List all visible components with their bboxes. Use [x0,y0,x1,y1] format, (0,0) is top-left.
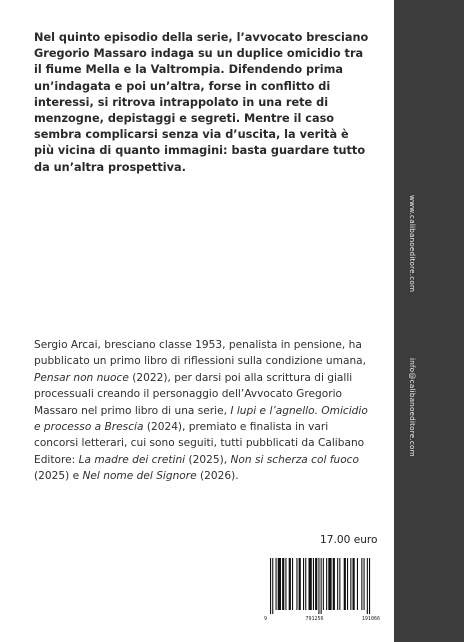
barcode-bar [285,558,286,610]
barcode-bar [339,558,340,610]
barcode-bar [276,558,277,610]
barcode-bar [333,558,335,610]
barcode-bar [289,558,291,610]
barcode-bar [305,558,306,610]
bio-text-5: (2025) e [34,470,83,483]
barcode-group-2: 191066 [361,616,380,622]
isbn-barcode [262,554,390,626]
barcode-bar [313,558,314,610]
barcode-bar [296,558,297,610]
barcode-bar [318,558,319,614]
barcode-bar [357,558,358,610]
barcode-group-1: 791256 [305,616,324,622]
barcode-bar [299,558,301,610]
barcode-bar [361,558,362,610]
bio-text-4: (2025), [185,453,231,466]
barcode-bar [344,558,346,610]
barcode-bar [315,558,317,610]
publisher-email: info@calibanoeditore.com [408,358,417,457]
barcode-bars [262,554,390,616]
barcode-bar [292,558,293,610]
bio-title-4: Non si scherza col fuoco [230,453,359,466]
barcode-bar [272,558,273,614]
bio-text-3: (2024), premiato e finalista in vari concorsi letterari, cui sono seguiti, tutti pubblicati da Calibano Editore: [34,421,365,466]
barcode-bar [323,558,324,610]
barcode-digits [262,616,390,622]
barcode-bar [364,558,365,610]
barcode-bar [328,558,331,610]
barcode-bar [337,558,338,610]
bio-text-2: (2022), per darsi poi alla scrittura di gialli processuali creando il personaggio dell’Avvocato Gregorio Massaro nel primo libro di una serie, [34,371,353,417]
barcode-bar [278,558,281,610]
price-label: 17.00 euro [320,534,378,546]
barcode-bar [282,558,284,610]
publisher-website: www.calibanoeditore.com [408,195,417,293]
barcode-bar [347,558,348,610]
barcode-bar [350,558,351,610]
barcode-bar [326,558,327,610]
bio-title-1: Pensar non nuoce [34,371,129,384]
barcode-bar [367,558,368,614]
barcode-bar [309,558,312,610]
barcode-bar [303,558,304,610]
bio-title-3: La madre dei cretini [78,453,186,466]
barcode-first-digit: 9 [264,616,268,622]
bio-text-1: Sergio Arcai, bresciano classe 1953, penalista in pensione, ha pubblicato un primo libro di riflessioni sulla condizione umana, [34,339,367,368]
dark-side-band [394,0,464,642]
barcode-bar [270,558,271,614]
synopsis-blurb: Nel quinto episodio della serie, l’avvocato bresciano Gregorio Massaro indaga su un duplice omicidio tra il fiume Mella e la Valtrompia. Difendendo prima un’indagata e poi un’altra, forse in conflitto di interessi, si ritrova intrappolato in una rete di menzogne, depistaggi e segreti. Mentre il caso sembra complicarsi senza via d’uscita, la verità è più vicina di quanto immagini: basta guardare tutto da un’altra prospettiva. [34,31,369,174]
barcode-bar [321,558,322,614]
bio-text-6: (2026). [196,470,239,483]
barcode-bar [369,558,370,614]
barcode-bar [353,558,355,610]
bio-title-5: Nel nome del Signore [82,470,197,483]
author-bio [34,337,370,485]
bio-title-2: I lupi e l’agnello. Omicidio e processo a Brescia [34,404,368,434]
